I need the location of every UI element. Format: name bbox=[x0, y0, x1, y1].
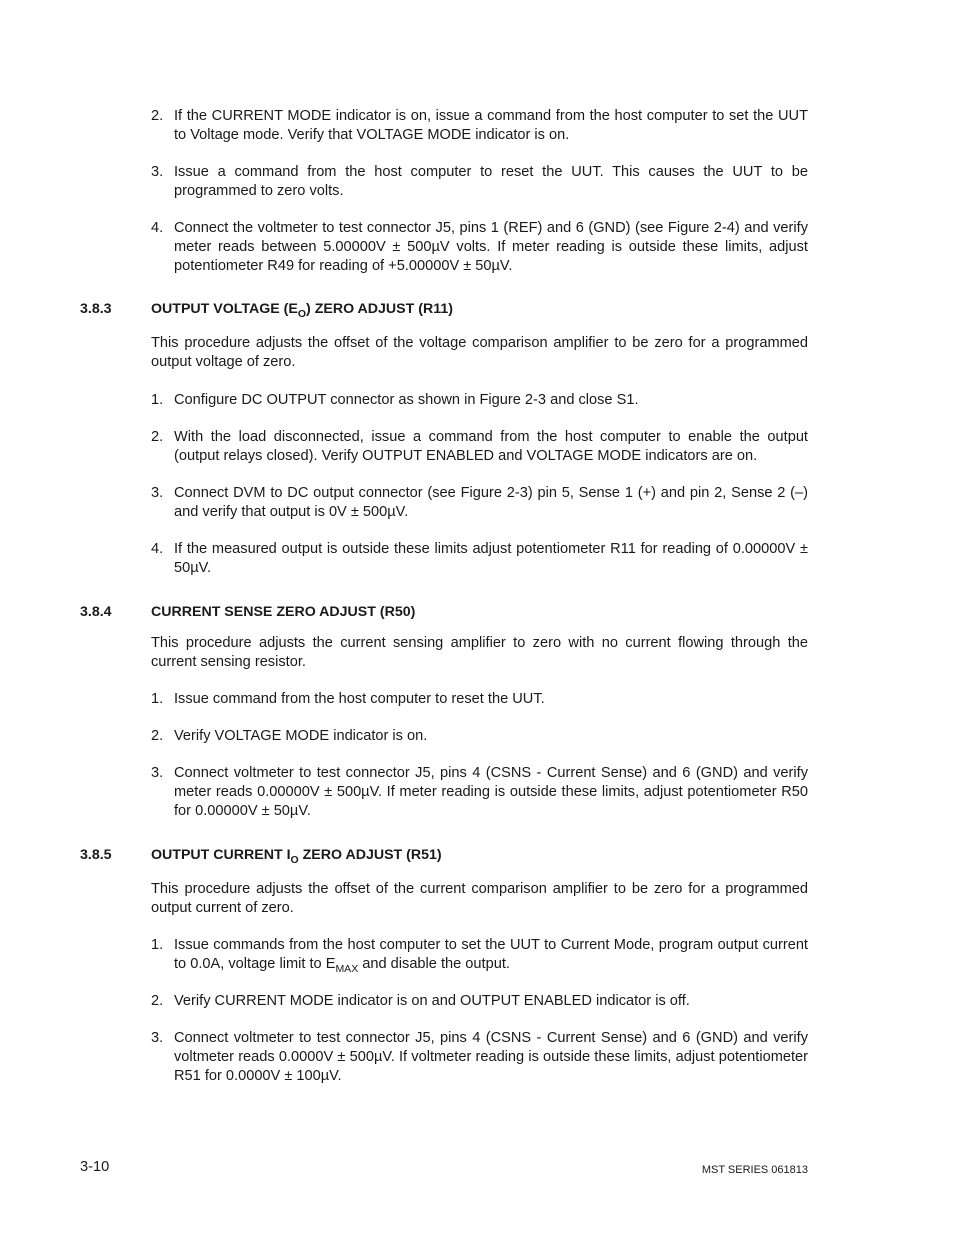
title-text: ) ZERO ADJUST (R11) bbox=[306, 301, 453, 317]
step-number: 2. bbox=[151, 108, 164, 124]
step-text: With the load disconnected, issue a command from the host computer to enable the output (output relays closed). Verify OUTPUT ENABLED and VOLTAGE MODE indicators are on. bbox=[174, 429, 808, 464]
section-title bbox=[151, 300, 453, 319]
title-subscript: O bbox=[297, 308, 307, 320]
list-item bbox=[151, 992, 808, 1011]
section-title bbox=[151, 846, 442, 865]
step-number: 3. bbox=[151, 1030, 164, 1046]
step-number: 3. bbox=[151, 485, 164, 501]
step-number: 1. bbox=[151, 937, 164, 953]
title-subscript: O bbox=[290, 854, 299, 866]
step-text: Issue command from the host computer to reset the UUT. bbox=[174, 691, 545, 707]
list-item bbox=[151, 936, 808, 974]
list-item bbox=[151, 764, 808, 821]
section-number: 3.8.5 bbox=[80, 847, 112, 863]
list-item bbox=[151, 1029, 808, 1086]
list-item bbox=[151, 391, 808, 410]
title-text: OUTPUT CURRENT I bbox=[151, 847, 291, 863]
step-number: 3. bbox=[151, 765, 164, 781]
step-text bbox=[174, 936, 808, 974]
step-text: Configure DC OUTPUT connector as shown in Figure 2-3 and close S1. bbox=[174, 392, 639, 408]
step-text: Connect the voltmeter to test connector J5, pins 1 (REF) and 6 (GND) (see Figure 2-4) and verify meter reads between 5.00000V ± 500µV volts. If meter reading is outside these limits, adjust potentiometer R49 for reading of +5.00000V ± 50µV. bbox=[174, 220, 808, 274]
step-text-part: and disable the output. bbox=[358, 956, 510, 972]
list-item bbox=[151, 107, 808, 145]
section-intro: This procedure adjusts the offset of the current comparison amplifier to be zero for a programmed output current of zero. bbox=[151, 881, 808, 916]
page-number: 3-10 bbox=[80, 1159, 110, 1175]
step-number: 2. bbox=[151, 429, 164, 445]
step-number: 4. bbox=[151, 220, 164, 236]
list-item bbox=[151, 428, 808, 466]
document-id: MST SERIES 061813 bbox=[701, 1164, 808, 1176]
step-text: Verify VOLTAGE MODE indicator is on. bbox=[174, 728, 428, 744]
list-item bbox=[151, 163, 808, 201]
section-title: CURRENT SENSE ZERO ADJUST (R50) bbox=[151, 604, 416, 620]
step-text: Connect voltmeter to test connector J5, pins 4 (CSNS - Current Sense) and 6 (GND) and verify voltmeter reads 0.0000V ± 500µV. If voltmeter reading is outside these limits, adjust potentiometer R51 for 0.0000V ± 100µV. bbox=[174, 1030, 808, 1084]
section-intro: This procedure adjusts the current sensing amplifier to zero with no current flowing through the current sensing resistor. bbox=[151, 635, 808, 670]
step-text: Verify CURRENT MODE indicator is on and OUTPUT ENABLED indicator is off. bbox=[174, 993, 690, 1009]
list-item bbox=[151, 690, 808, 709]
step-text: Issue a command from the host computer to reset the UUT. This causes the UUT to be programmed to zero volts. bbox=[174, 164, 808, 199]
list-item bbox=[151, 484, 808, 522]
step-number: 1. bbox=[151, 691, 164, 707]
step-number: 2. bbox=[151, 728, 164, 744]
step-number: 2. bbox=[151, 993, 164, 1009]
step-number: 1. bbox=[151, 392, 164, 408]
list-item bbox=[151, 727, 808, 746]
step-text-part: Issue commands from the host computer to set the UUT to Current Mode, program output current to 0.0A, voltage limit to E bbox=[174, 937, 808, 972]
section-number: 3.8.4 bbox=[80, 604, 112, 620]
step-text: If the CURRENT MODE indicator is on, issue a command from the host computer to set the UUT to Voltage mode. Verify that VOLTAGE MODE indicator is on. bbox=[174, 108, 808, 143]
step-text: Connect DVM to DC output connector (see Figure 2-3) pin 5, Sense 1 (+) and pin 2, Sense 2 (–) and verify that output is 0V ± 500µV. bbox=[174, 485, 808, 520]
title-text: ZERO ADJUST (R51) bbox=[298, 847, 442, 863]
step-text: If the measured output is outside these limits adjust potentiometer R11 for reading of 0.00000V ± 50µV. bbox=[174, 541, 808, 576]
list-item bbox=[151, 219, 808, 276]
section-intro: This procedure adjusts the offset of the voltage comparison amplifier to be zero for a programmed output voltage of zero. bbox=[151, 335, 808, 370]
step-text: Connect voltmeter to test connector J5, pins 4 (CSNS - Current Sense) and 6 (GND) and verify meter reads 0.00000V ± 500µV. If meter reading is outside these limits, adjust potentiometer R50 for 0.00000V ± 50µV. bbox=[174, 765, 808, 819]
title-text: OUTPUT VOLTAGE (E bbox=[151, 301, 298, 317]
step-number: 3. bbox=[151, 164, 164, 180]
step-text-subscript: MAX bbox=[335, 963, 359, 975]
section-number: 3.8.3 bbox=[80, 301, 112, 317]
step-number: 4. bbox=[151, 541, 164, 557]
list-item bbox=[151, 540, 808, 578]
